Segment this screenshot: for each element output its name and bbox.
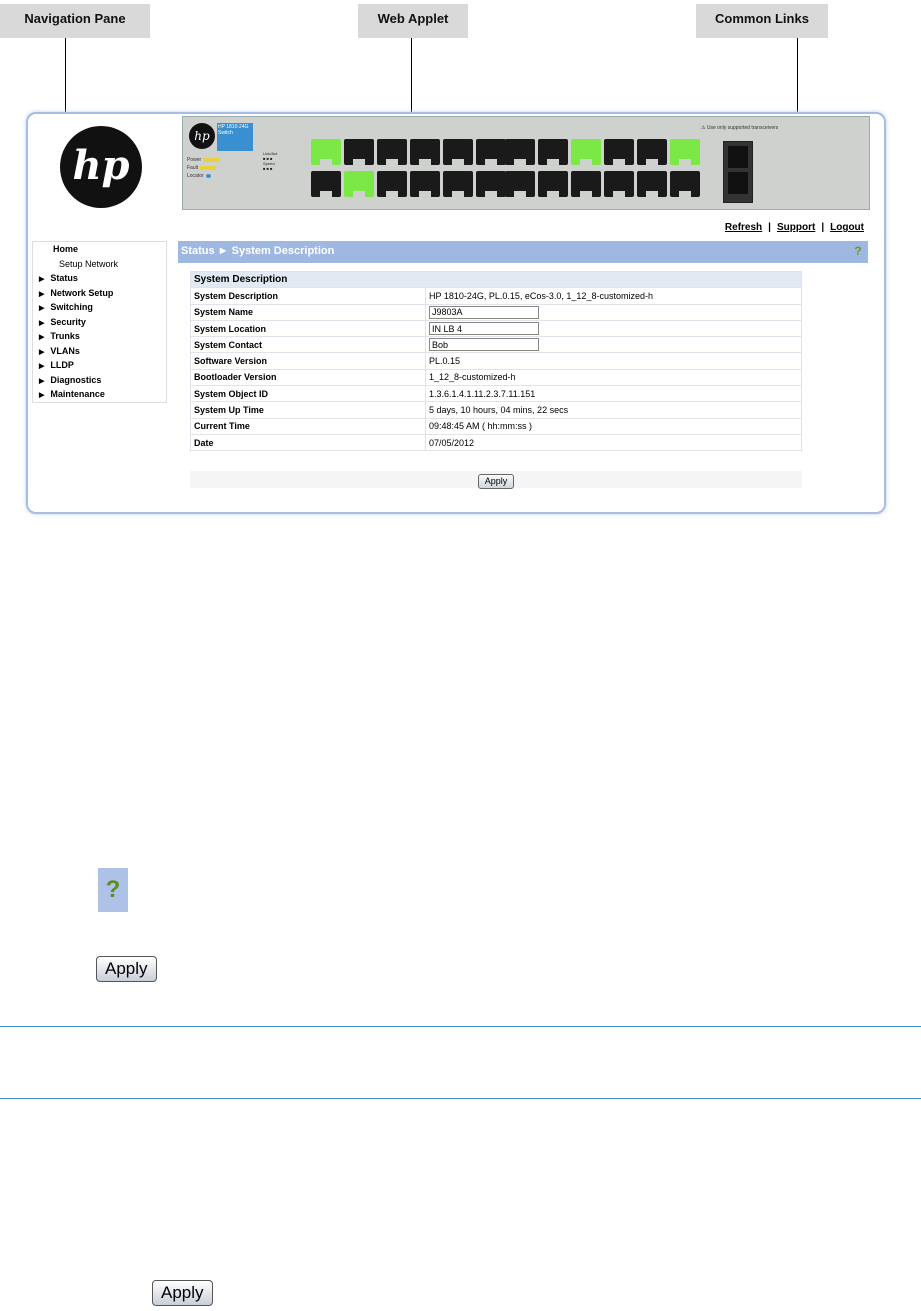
support-link[interactable]: Support	[776, 222, 816, 233]
sfp-ports[interactable]	[723, 141, 753, 203]
expand-arrow-icon: ▶	[39, 392, 45, 399]
callout-web-applet: Web Applet	[358, 4, 468, 38]
nav-maintenance[interactable]: ▶ Maintenance	[39, 389, 105, 399]
nav-trunks[interactable]: ▶ Trunks	[39, 331, 80, 341]
nav-status[interactable]: ▶ Status	[39, 273, 78, 283]
switch-port[interactable]	[604, 139, 634, 165]
switch-port[interactable]	[344, 171, 374, 197]
nav-vlans[interactable]: ▶ VLANs	[39, 345, 80, 356]
table-row	[191, 402, 802, 418]
row-label: Date	[191, 434, 426, 450]
row-label: Current Time	[191, 418, 426, 434]
switch-port[interactable]	[410, 139, 440, 165]
row-value: 07/05/2012	[426, 434, 802, 450]
row-label: Bootloader Version	[191, 369, 426, 385]
switch-port[interactable]	[311, 171, 341, 197]
switch-port[interactable]	[637, 139, 667, 165]
switch-port[interactable]	[571, 171, 601, 197]
expand-arrow-icon: ▶	[39, 348, 45, 356]
nav-home[interactable]: Home	[53, 244, 79, 254]
callout-navigation-pane: Navigation Pane	[0, 4, 150, 38]
table-row	[191, 386, 802, 402]
row-value: HP 1810-24G, PL.0.15, eCos-3.0, 1_12_8-customized-h	[426, 288, 802, 304]
switch-port[interactable]	[410, 171, 440, 197]
expand-arrow-icon: ▶	[39, 363, 45, 370]
divider-top	[0, 1026, 921, 1027]
switch-port[interactable]	[538, 171, 568, 197]
table-row	[191, 320, 802, 336]
switch-port[interactable]	[538, 139, 568, 165]
warning-icon: ⚠	[701, 125, 706, 131]
switch-port[interactable]	[604, 171, 634, 197]
expand-arrow-icon: ▶	[39, 290, 45, 298]
switch-port[interactable]	[377, 139, 407, 165]
common-links: Refresh | Support | Logout	[724, 222, 864, 233]
row-label: Software Version	[191, 353, 426, 369]
web-applet[interactable]	[182, 116, 870, 210]
table-row	[191, 369, 802, 385]
arrow-web-applet	[411, 38, 412, 118]
switch-port[interactable]	[670, 139, 700, 165]
navigation-pane	[32, 241, 167, 403]
system-name-input[interactable]	[429, 306, 539, 319]
switch-port[interactable]	[571, 139, 601, 165]
table-row	[191, 337, 802, 353]
divider-bottom	[0, 1098, 921, 1099]
refresh-link[interactable]: Refresh	[724, 222, 763, 233]
switch-port[interactable]	[443, 139, 473, 165]
nav-diagnostics[interactable]: ▶ Diagnostics	[39, 374, 102, 385]
row-label: System Object ID	[191, 386, 426, 402]
switch-port[interactable]	[476, 171, 506, 197]
expand-arrow-icon: ▶	[39, 319, 45, 327]
apply-button-example: Apply	[96, 956, 157, 982]
row-value: 5 days, 10 hours, 04 mins, 22 secs	[426, 402, 802, 418]
port-group-right[interactable]	[505, 139, 700, 197]
nav-lldp[interactable]: ▶ LLDP	[39, 360, 74, 370]
row-label: System Name	[191, 304, 426, 320]
table-row	[191, 353, 802, 369]
row-label: System Up Time	[191, 402, 426, 418]
applet-legend: Link/Act ■ ■ ■ Speed ■ ■ ■	[263, 151, 278, 171]
switch-port[interactable]	[344, 139, 374, 165]
switch-port[interactable]	[443, 171, 473, 197]
breadcrumb: Status ► System Description	[181, 245, 335, 257]
table-row	[191, 304, 802, 320]
system-contact-input[interactable]	[429, 338, 539, 351]
nav-setup-network[interactable]: Setup Network	[59, 258, 119, 269]
switch-port[interactable]	[505, 139, 535, 165]
row-value: 09:48:45 AM ( hh:mm:ss )	[426, 418, 802, 434]
port-group-left[interactable]	[311, 139, 506, 197]
expand-arrow-icon: ▶	[39, 305, 45, 312]
table-row	[191, 288, 802, 304]
callout-common-links: Common Links	[696, 4, 828, 38]
row-value: PL.0.15	[426, 353, 802, 369]
nav-switching[interactable]: ▶ Switching	[39, 302, 93, 312]
row-label: System Contact	[191, 337, 426, 353]
apply-bar	[190, 471, 802, 488]
table-row	[191, 418, 802, 434]
system-location-input[interactable]	[429, 322, 539, 335]
system-description-table	[190, 271, 802, 451]
switch-port[interactable]	[377, 171, 407, 197]
switch-port[interactable]	[311, 139, 341, 165]
row-value: 1_12_8-customized-h	[426, 369, 802, 385]
expand-arrow-icon: ▶	[39, 334, 45, 341]
locator-led: Locator	[187, 173, 211, 179]
row-label: System Location	[191, 320, 426, 336]
nav-network-setup[interactable]: ▶ Network Setup	[39, 287, 114, 298]
transceiver-warning: ⚠ Use only supported transceivers	[701, 125, 779, 131]
expand-arrow-icon: ▶	[39, 276, 45, 283]
power-led: Power	[187, 157, 219, 163]
page-title-bar	[178, 241, 868, 263]
fault-led: Fault	[187, 165, 216, 171]
hp-logo: hp	[60, 126, 142, 208]
table-row	[191, 434, 802, 450]
logout-link[interactable]: Logout	[830, 222, 864, 233]
switch-port[interactable]	[670, 171, 700, 197]
switch-port[interactable]	[476, 139, 506, 165]
apply-button-example-bottom: Apply	[152, 1280, 213, 1306]
row-value: 1.3.6.1.4.1.11.2.3.7.11.151	[426, 386, 802, 402]
switch-port[interactable]	[637, 171, 667, 197]
row-label: System Description	[191, 288, 426, 304]
expand-arrow-icon: ▶	[39, 377, 45, 385]
applet-hp-logo: hp	[189, 123, 215, 149]
help-icon-large: ?	[98, 868, 128, 912]
applet-model-label: HP 1810-24G Switch	[217, 123, 253, 151]
help-icon[interactable]: ?	[854, 244, 862, 258]
table-header: System Description	[191, 272, 802, 288]
nav-security[interactable]: ▶ Security	[39, 316, 86, 327]
switch-port[interactable]	[505, 171, 535, 197]
apply-button[interactable]: Apply	[478, 474, 515, 489]
